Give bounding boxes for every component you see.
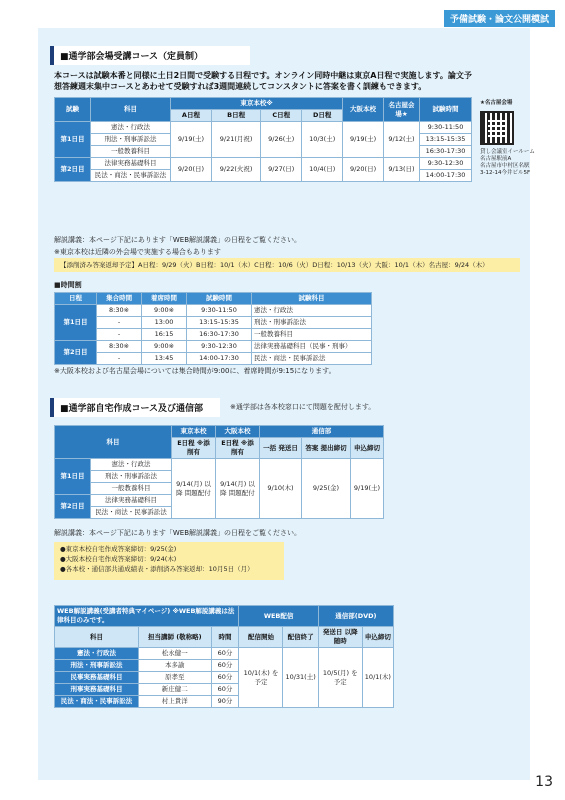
tt-cell: - bbox=[97, 329, 142, 341]
web-start: 10/1(木) を予定 bbox=[239, 648, 283, 708]
section1-title: ■通学部会場受講コース（定員制） bbox=[50, 46, 250, 65]
subject-cell: 刑法・刑事訴訟法 bbox=[91, 134, 171, 146]
date-cell: 10/4(日) bbox=[302, 158, 343, 182]
tt-header: 日程 bbox=[55, 293, 97, 305]
th-bulk: 一括 発送日 bbox=[259, 438, 301, 459]
dvd-apply: 10/1(木) bbox=[362, 648, 393, 708]
tt-header: 着席時間 bbox=[142, 293, 187, 305]
tt-cell: 16:15 bbox=[142, 329, 187, 341]
duration: 60分 bbox=[211, 648, 239, 660]
date-cell: 9/19(土) bbox=[343, 122, 384, 158]
lecturer: 村上貴洋 bbox=[139, 696, 212, 708]
lecture-subject: 憲法・行政法 bbox=[55, 648, 139, 660]
time-cell: 9:30-11:50 bbox=[420, 122, 472, 134]
timetable-title: ■時間割 bbox=[54, 281, 82, 289]
subject-cell: 一般教養科目 bbox=[91, 146, 171, 158]
date-cell: 9/27(日) bbox=[261, 158, 302, 182]
tt-cell: 民法・商法・民事訴訟法 bbox=[252, 353, 372, 365]
duration: 60分 bbox=[211, 684, 239, 696]
osaka-dist: 9/14(月) 以降 問題配付 bbox=[215, 459, 259, 519]
th-osaka: 大阪本校 bbox=[215, 426, 259, 438]
tt-cell: 16:30-17:30 bbox=[187, 329, 252, 341]
venue-info bbox=[480, 100, 540, 177]
th-tokyo: 東京本校※ bbox=[171, 98, 343, 110]
time-cell: 16:30-17:30 bbox=[420, 146, 472, 158]
th-web: WEB配信 bbox=[239, 606, 318, 627]
web-end: 10/31(土) bbox=[283, 648, 318, 708]
th-e2: E日程 ※添削有 bbox=[215, 438, 259, 459]
duration: 60分 bbox=[211, 660, 239, 672]
date-cell: 10/3(土) bbox=[302, 122, 343, 158]
subject-cell: 法律実務基礎科目 bbox=[91, 158, 171, 170]
tt-header: 集合時間 bbox=[97, 293, 142, 305]
section1-note-2: ※東京本校は近隣の外会場で実施する場合もあります bbox=[54, 248, 221, 256]
section1-schedule-table bbox=[54, 97, 472, 182]
venue-line: 名古屋市中村区名駅 bbox=[480, 163, 530, 169]
header-tag: 予備試験・論文公開模試 bbox=[444, 10, 555, 27]
section2-subtitle: ※通学部は各本校窓口にて問題を配付します。 bbox=[230, 403, 376, 411]
tt-cell: 9:00※ bbox=[142, 341, 187, 353]
venue-line: 3-12-14今井ビル5F bbox=[480, 170, 531, 176]
th-lecturer: 担当講師 (敬称略) bbox=[139, 627, 212, 648]
th-d: D日程 bbox=[302, 110, 343, 122]
th-osaka: 大阪本校 bbox=[343, 98, 384, 122]
subject-cell: 憲法・行政法 bbox=[91, 459, 172, 471]
qr-code-icon bbox=[480, 111, 514, 145]
deadline-item: ●大阪本校自宅作成答案締切：9/24(木) bbox=[60, 555, 177, 563]
deadline-item: ●東京本校自宅作成答案締切：9/25(金) bbox=[60, 545, 177, 553]
th-exam: 試験 bbox=[55, 98, 91, 122]
th-start: 配信開始 bbox=[239, 627, 283, 648]
th-time: 試験時間 bbox=[420, 98, 472, 122]
date-cell: 9/12(土) bbox=[384, 122, 420, 158]
venue-line: 貸し会議室イールーム名古屋駅前A bbox=[480, 149, 535, 162]
date-cell: 9/20(日) bbox=[343, 158, 384, 182]
time-cell: 9:30-12:30 bbox=[420, 158, 472, 170]
section2-note: 解説講義：本ページ下記にあります「WEB解説講義」の日程をご覧ください。 bbox=[54, 529, 302, 537]
tokyo-dist: 9/14(月) 以降 問題配付 bbox=[171, 459, 215, 519]
page-number: 13 bbox=[535, 774, 553, 790]
subject-cell: 民法・商法・民事訴訟法 bbox=[91, 170, 171, 182]
th-c: C日程 bbox=[261, 110, 302, 122]
tt-cell: 8:30※ bbox=[97, 341, 142, 353]
date-cell: 9/22(火祝) bbox=[211, 158, 260, 182]
tt-cell: 13:15-15:35 bbox=[187, 317, 252, 329]
tt-cell: 一般教養科目 bbox=[252, 329, 372, 341]
tt-cell: 法律実務基礎科目（民事・刑事） bbox=[252, 341, 372, 353]
lecture-subject: 民事実務基礎科目 bbox=[55, 672, 139, 684]
day1-label: 第1日目 bbox=[55, 122, 91, 158]
tt-day: 第2日目 bbox=[55, 341, 97, 365]
tt-cell: 13:00 bbox=[142, 317, 187, 329]
tt-cell: 9:30-12:30 bbox=[187, 341, 252, 353]
subject-cell: 法律実務基礎科目 bbox=[91, 495, 172, 507]
date-cell: 9/21(月祝) bbox=[211, 122, 260, 158]
date-cell: 9/19(土) bbox=[171, 122, 212, 158]
th-tsushin: 通信部 bbox=[259, 426, 383, 438]
subject-cell: 憲法・行政法 bbox=[91, 122, 171, 134]
lecturer: 原孝至 bbox=[139, 672, 212, 684]
th-subject: 科目 bbox=[55, 426, 172, 459]
th-subject: 科目 bbox=[55, 627, 139, 648]
timetable-note: ※大阪本校および名古屋会場については集合時間が9:00に、着席時間が9:15になります。 bbox=[54, 367, 336, 375]
section2-deadlines bbox=[54, 542, 284, 580]
tt-cell: 9:30-11:50 bbox=[187, 305, 252, 317]
th-apply: 申込締切 bbox=[362, 627, 393, 648]
th-apply: 申込締切 bbox=[350, 438, 383, 459]
tt-cell: 憲法・行政法 bbox=[252, 305, 372, 317]
time-cell: 14:00-17:30 bbox=[420, 170, 472, 182]
tt-cell: 刑法・刑事訴訟法 bbox=[252, 317, 372, 329]
th-time: 時間 bbox=[211, 627, 239, 648]
tt-cell: - bbox=[97, 353, 142, 365]
tt-header: 試験時間 bbox=[187, 293, 252, 305]
date-cell: 9/26(土) bbox=[261, 122, 302, 158]
web-lecture-title: WEB解説講義(受講者特典マイページ) ※WEB解説講義は法律科目のみです。 bbox=[55, 606, 239, 627]
th-ans: 答案 提出締切 bbox=[302, 438, 351, 459]
section1-note-1: 解説講義：本ページ下記にあります「WEB解説講義」の日程をご覧ください。 bbox=[54, 236, 302, 244]
day2-label: 第2日目 bbox=[55, 158, 91, 182]
date-cell: 9/20(日) bbox=[171, 158, 212, 182]
lecture-subject: 刑法・刑事訴訟法 bbox=[55, 660, 139, 672]
th-a: A日程 bbox=[171, 110, 212, 122]
section2-table bbox=[54, 425, 384, 519]
section2-title: ■通学部自宅作成コース及び通信部 bbox=[50, 398, 220, 417]
subject-cell: 刑法・刑事訴訟法 bbox=[91, 471, 172, 483]
th-b: B日程 bbox=[211, 110, 260, 122]
day2-label: 第2日目 bbox=[55, 495, 91, 519]
tt-cell: 13:45 bbox=[142, 353, 187, 365]
time-cell: 13:15-15:35 bbox=[420, 134, 472, 146]
deadline-item: ●各本校・通信部共通成績表・添削済み答案返却：10月5日（月） bbox=[60, 565, 254, 573]
th-ship: 発送日 以降随時 bbox=[318, 627, 362, 648]
th-dvd: 通信部(DVD) bbox=[318, 606, 393, 627]
tt-day: 第1日目 bbox=[55, 305, 97, 341]
ans-deadline: 9/25(金) bbox=[302, 459, 351, 519]
subject-cell: 一般教養科目 bbox=[91, 483, 172, 495]
apply-deadline: 9/19(土) bbox=[350, 459, 383, 519]
venue-title: ★名古屋会場 bbox=[480, 100, 513, 106]
lecturer: 本多諭 bbox=[139, 660, 212, 672]
lecture-subject: 刑事実務基礎科目 bbox=[55, 684, 139, 696]
day1-label: 第1日目 bbox=[55, 459, 91, 495]
section1-intro: 本コースは試験本番と同様に土日2日間で受験する日程です。オンライン同時中継は東京A日程で実施します。論文予想答練週末集中コースとあわせて受験すれば3週間連続してコンスタントに答案を書く訓練もできます。 bbox=[54, 71, 472, 91]
bulk-date: 9/10(木) bbox=[259, 459, 301, 519]
lecturer: 松永健一 bbox=[139, 648, 212, 660]
dvd-ship: 10/5(月) を予定 bbox=[318, 648, 362, 708]
date-cell: 9/13(日) bbox=[384, 158, 420, 182]
subject-cell: 民法・商法・民事訴訟法 bbox=[91, 507, 172, 519]
th-e1: E日程 ※添削有 bbox=[171, 438, 215, 459]
lecture-subject: 民法・商法・民事訴訟法 bbox=[55, 696, 139, 708]
th-nagoya: 名古屋会場★ bbox=[384, 98, 420, 122]
tt-header: 試験科目 bbox=[252, 293, 372, 305]
duration: 60分 bbox=[211, 672, 239, 684]
tt-cell: 9:00※ bbox=[142, 305, 187, 317]
timetable bbox=[54, 292, 372, 365]
th-end: 配信終了 bbox=[283, 627, 318, 648]
th-subject: 科目 bbox=[91, 98, 171, 122]
lecturer: 新庄健二 bbox=[139, 684, 212, 696]
tt-cell: 8:30※ bbox=[97, 305, 142, 317]
return-schedule: 【添削済み答案返却予定】A日程：9/29（火）B日程：10/1（木）C日程：10/6（火）D日程：10/13（火）大阪：10/1（木）名古屋：9/24（木） bbox=[54, 258, 520, 272]
th-tokyo: 東京本校 bbox=[171, 426, 215, 438]
tt-cell: 14:00-17:30 bbox=[187, 353, 252, 365]
web-lecture-table bbox=[54, 605, 394, 708]
tt-cell: - bbox=[97, 317, 142, 329]
duration: 90分 bbox=[211, 696, 239, 708]
